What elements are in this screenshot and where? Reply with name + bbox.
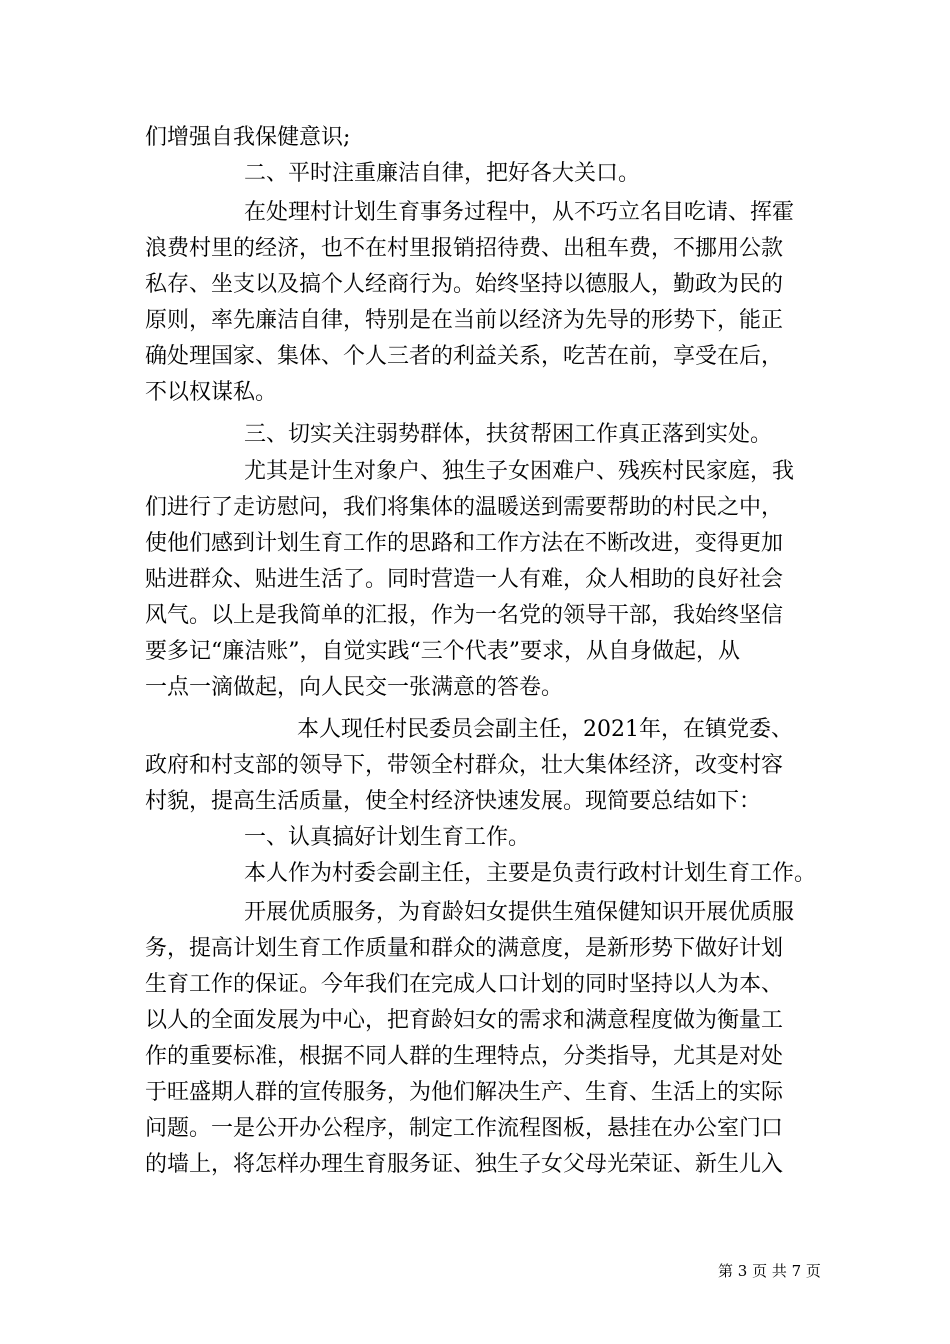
text-line: 政府和村支部的领导下，带领全村群众，壮大集体经济，改变村容	[145, 753, 784, 778]
text-line: 们进行了走访慰问，我们将集体的温暖送到需要帮助的村民之中，	[145, 495, 784, 520]
text-line: 确处理国家、集体、个人三者的利益关系，吃苦在前，享受在后，	[145, 344, 784, 369]
text-line: 问题。一是公开办公程序，制定工作流程图板，悬挂在办公室门口	[145, 1116, 784, 1141]
text-line: 本人现任村民委员会副主任，2021年，在镇党委、	[297, 717, 793, 742]
text-line: 村貌，提高生活质量，使全村经济快速发展。现简要总结如下：	[145, 789, 762, 814]
section-heading: 三、切实关注弱势群体，扶贫帮困工作真正落到实处。	[244, 422, 773, 447]
text-line: 的墙上，将怎样办理生育服务证、独生子女父母光荣证、新生儿入	[145, 1152, 784, 1177]
text-line: 风气。以上是我简单的汇报，作为一名党的领导干部，我始终坚信	[145, 603, 784, 628]
text-line: 浪费村里的经济，也不在村里报销招待费、出租车费，不挪用公款	[145, 236, 784, 261]
text-line: 要多记“廉洁账”，自觉实践“三个代表”要求，从自身做起，从	[145, 639, 740, 664]
text-line: 于旺盛期人群的宣传服务，为他们解决生产、生育、生活上的实际	[145, 1080, 784, 1105]
text-line: 务，提高计划生育工作质量和群众的满意度，是新形势下做好计划	[145, 936, 784, 961]
section-heading: 二、平时注重廉洁自律，把好各大关口。	[244, 161, 641, 186]
section-heading: 一、认真搞好计划生育工作。	[244, 825, 531, 850]
text-line: 本人作为村委会副主任，主要是负责行政村计划生育工作。	[244, 861, 817, 886]
text-line: 使他们感到计划生育工作的思路和工作方法在不断改进，变得更加	[145, 531, 784, 556]
text-line: 生育工作的保证。今年我们在完成人口计划的同时坚持以人为本、	[145, 972, 784, 997]
text-line: 尤其是计生对象户、独生子女困难户、残疾村民家庭，我	[244, 459, 795, 484]
text-line: 原则，率先廉洁自律，特别是在当前以经济为先导的形势下，能正	[145, 308, 784, 333]
text-line: 作的重要标准，根据不同人群的生理特点，分类指导，尤其是对处	[145, 1044, 784, 1069]
text-line: 贴进群众、贴进生活了。同时营造一人有难，众人相助的良好社会	[145, 567, 784, 592]
text-line: 一点一滴做起，向人民交一张满意的答卷。	[145, 675, 564, 700]
text-line: 不以权谋私。	[145, 380, 278, 405]
text-line: 私存、坐支以及搞个人经商行为。始终坚持以德服人，勤政为民的	[145, 272, 784, 297]
text-line: 以人的全面发展为中心，把育龄妇女的需求和满意程度做为衡量工	[145, 1008, 784, 1033]
text-line: 开展优质服务，为育龄妇女提供生殖保健知识开展优质服	[244, 900, 795, 925]
text-line: 在处理村计划生育事务过程中，从不巧立名目吃请、挥霍	[244, 200, 795, 225]
text-line: 们增强自我保健意识;	[145, 125, 351, 150]
page-number: 第 3 页 共 7 页	[718, 1262, 821, 1280]
